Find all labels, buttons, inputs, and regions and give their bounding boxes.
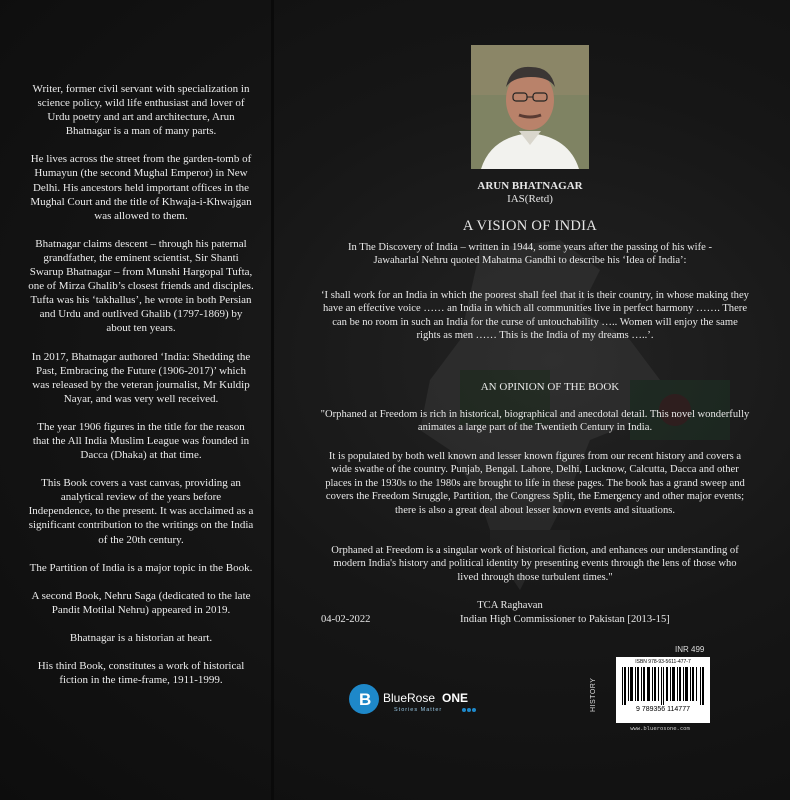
author-photo [471,45,589,169]
author-name: ARUN BHATNAGAR [477,180,583,192]
opinion-paragraph-2: It is populated by both well known and lesser known figures from our recent history and covers a wide swathe of the country. Punjab, Bengal. Lahore, Delhi, Lucknow, Calcutta, Dacca and other places in the 1930s to the 1980s are brought to life in these pages. The book has a grand sweep and covers the Freedom Struggle, Partition, the Congress Split, the Emergency and other major events; there is also a great deal about lesser known events and situations. [325,451,745,516]
bio-paragraph: His third Book, constitutes a work of historical fiction in the time-frame, 1911-1999. [37,660,245,687]
publisher-name-accent: ONE [442,691,469,705]
author-credential: IAS(Retd) [507,193,553,205]
barcode-digits: 9 789356 114777 [636,706,690,713]
bio-paragraph: He lives across the street from the garden-tomb of Humayun (the second Mughal Emperor) in New Delhi. His ancestors held important offices in the Mughal Court and the title of Khwaja-i-Khwajgan was allowed to them. [30,153,252,222]
author-biography [28,82,254,701]
isbn-number: ISBN 978-93-5611-477-7 [635,659,691,665]
category-label: HISTORY [590,677,597,713]
opinion-date: 04-02-2022 [321,614,371,625]
bio-paragraph: The Partition of India is a major topic in the Book. [29,561,253,574]
vision-intro: In The Discovery of India – written in 1944, some years after the passing of his wife - Jawaharlal Nehru quoted Mahatma Gandhi to describe his ‘Idea of India’: [347,242,712,267]
publisher-tagline: Stories Matter [394,707,443,713]
gandhi-quote: ‘I shall work for an India in which the poorest shall feel that it is their country, in whose making they have an effective voice …… an India in which all communities live in perfect harmony ……. There can be no room in such an India for the curse of untouchability ….. Women will enjoy the same rights as men …… This is the India of my dreams …..’. [321,290,749,342]
bio-paragraph: Bhatnagar claims descent – through his paternal grandfather, the eminent scientist, Sir Shanti Swarup Bhatnagar – from Munshi Hargopal Tufta, one of Mirza Ghalib’s closest friends and disciples. Tufta was his ‘takhallus’, he wrote in both Persian and Urdu and outlived Ghalib (1797-1869) by about ten years. [28,237,254,335]
publisher-name: BlueRose [383,691,436,705]
publisher-logo [348,682,484,716]
spine-divider [271,0,274,800]
svg-text:B: B [359,690,372,709]
barcode-bars [616,665,710,713]
bio-paragraph: A second Book, Nehru Saga (dedicated to the late Pandit Motilal Nehru) appeared in 2019. [31,589,251,616]
signatory-name: TCA Raghavan [477,600,543,611]
section-title-vision: A VISION OF INDIA [462,218,598,234]
price-label: INR 499 [675,645,705,654]
opinion-heading: AN OPINION OF THE BOOK [480,381,620,393]
publisher-website[interactable]: www.bluerosone.com [630,726,690,732]
bio-paragraph: In 2017, Bhatnagar authored ‘India: Shedding the Past, Embracing the Future (1906-2017)’ which was released by the veteran journalist, Mr Kuldip Nayar, and was very well received. [31,350,251,405]
opinion-paragraph-3: Orphaned at Freedom is a singular work of historical fiction, and enhances our understanding of modern India's history and political identity by presenting events through the lens of those who lived through those turbulent times." [331,545,739,583]
bio-paragraph: The year 1906 figures in the title for the reason that the All India Muslim League was founded in Dacca (Dhaka) at that time. [32,420,250,462]
bio-paragraph: Bhatnagar is a historian at heart. [69,631,213,644]
bio-paragraph: Writer, former civil servant with specialization in science policy, wild life enthusiast and lover of Urdu poetry and art and architecture, Arun Bhatnagar is a man of many parts. [32,83,250,138]
signatory-title: Indian High Commissioner to Pakistan [2013-15] [460,614,670,625]
bio-paragraph: This Book covers a vast canvas, providing an analytical review of the years before Independence, to the present. It was acclaimed as a significant contribution to the writings on the India of the 20th century. [28,477,254,546]
isbn-barcode [616,657,710,723]
opinion-paragraph-1: "Orphaned at Freedom is rich in historical, biographical and anecdotal detail. This novel wonderfully animates a large part of the Twentieth Century in India. [320,409,750,434]
